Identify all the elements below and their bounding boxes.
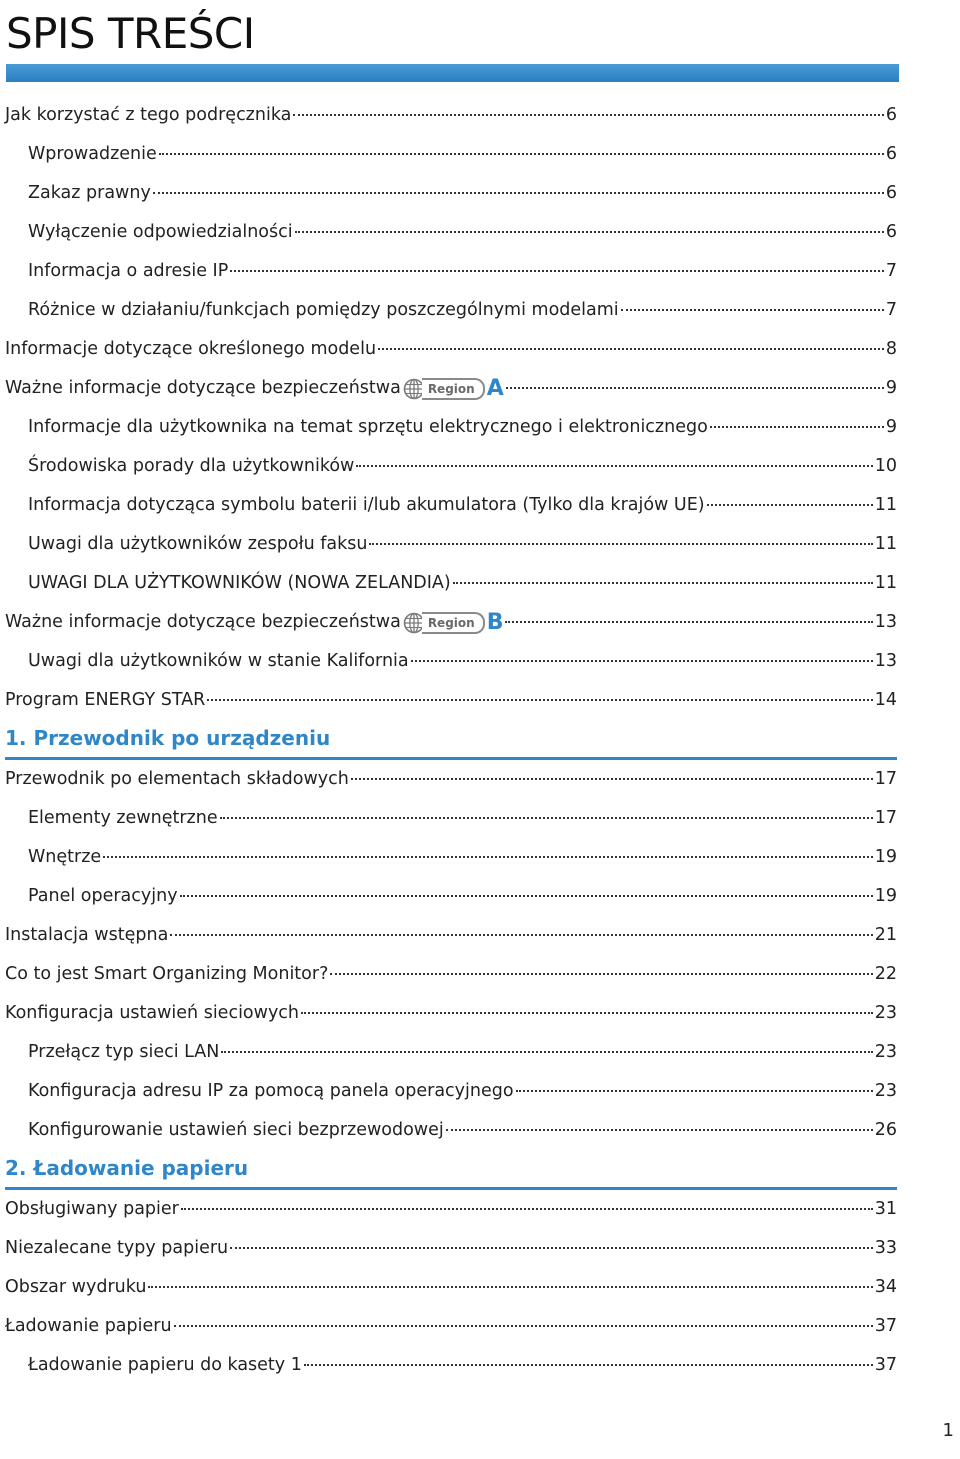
toc-entry-text: Ładowanie papieru do kasety 1	[28, 1355, 302, 1375]
toc-entry-text: Ładowanie papieru	[5, 1316, 172, 1336]
dot-leader	[295, 231, 884, 233]
toc-entry-label	[5, 330, 376, 369]
dot-leader	[369, 543, 872, 545]
toc-entry-label	[5, 916, 168, 955]
toc-page-number: 9	[885, 417, 897, 437]
toc-page-number: 11	[874, 495, 897, 515]
dot-leader	[710, 426, 884, 428]
dot-leader	[159, 153, 884, 155]
toc-entry-label	[28, 1346, 302, 1385]
toc-page-number: 6	[885, 144, 897, 164]
toc-entry-text: Instalacja wstępna	[5, 925, 169, 945]
toc-page-number: 37	[874, 1355, 897, 1375]
toc-page-number: 8	[885, 339, 897, 359]
dot-leader	[153, 192, 884, 194]
toc-page-number: 17	[874, 769, 897, 789]
dot-leader	[505, 621, 872, 623]
dot-leader	[707, 504, 873, 506]
toc-entry-text: Informacje dla użytkownika na temat sprzętu elektrycznego i elektronicznego	[28, 417, 708, 437]
toc-entry-label	[5, 1190, 179, 1229]
toc-entry-text: Panel operacyjny	[28, 886, 178, 906]
toc-page-number: 23	[874, 1081, 897, 1101]
toc-page-number: 14	[874, 690, 897, 710]
toc-entry-label	[28, 838, 101, 877]
toc-entry[interactable]	[28, 291, 897, 330]
toc-page-number: 23	[874, 1042, 897, 1062]
toc-page-number: 26	[874, 1120, 897, 1140]
toc-page-number: 11	[874, 573, 897, 593]
toc-entry[interactable]	[5, 96, 897, 135]
toc-entry-text: Obsługiwany papier	[5, 1199, 179, 1219]
dot-leader	[220, 817, 873, 819]
toc-entry[interactable]	[28, 799, 897, 838]
toc-page-number: 7	[885, 261, 897, 281]
toc-entry-label	[5, 681, 205, 720]
dot-leader	[446, 1129, 873, 1131]
toc-entry-label	[28, 252, 228, 291]
toc-entry-label	[5, 603, 503, 642]
toc-entry-label	[5, 96, 291, 135]
toc-entry-text: Uwagi dla użytkowników w stanie Kalifornia	[28, 651, 409, 671]
toc-page-number: 31	[874, 1199, 897, 1219]
region-label: Region	[422, 612, 485, 634]
toc-entry-label	[5, 760, 349, 799]
chapter-heading	[5, 1150, 897, 1190]
dot-leader	[411, 660, 873, 662]
region-letter: A	[486, 376, 504, 401]
toc-entry-text: Konfiguracja ustawień sieciowych	[5, 1003, 300, 1023]
toc-entry[interactable]	[5, 1229, 897, 1268]
toc-entry-label	[28, 447, 354, 486]
dot-leader	[351, 778, 873, 780]
toc-entry[interactable]	[28, 408, 897, 447]
toc-page-number: 6	[885, 105, 897, 125]
chapter-heading	[5, 720, 897, 760]
toc-entry-label	[28, 877, 178, 916]
toc-entry[interactable]	[28, 1072, 897, 1111]
page-number: 1	[942, 1420, 954, 1441]
toc-page-number: 34	[874, 1277, 897, 1297]
toc-entry-text: Ważne informacje dotyczące bezpieczeństwa	[5, 378, 401, 398]
toc-entry[interactable]	[28, 135, 897, 174]
toc-page-number: 17	[874, 808, 897, 828]
toc-entry-text: UWAGI DLA UŻYTKOWNIKÓW (NOWA ZELANDIA)	[28, 573, 451, 593]
toc-entry-text: Jak korzystać z tego podręcznika	[5, 105, 292, 125]
dot-leader	[453, 582, 873, 584]
dot-leader	[103, 856, 873, 858]
region-letter: B	[486, 610, 504, 635]
toc-page-number: 19	[874, 886, 897, 906]
toc-entry-text: Informacja o adresie IP	[28, 261, 229, 281]
dot-leader	[148, 1286, 872, 1288]
toc-entry[interactable]	[28, 447, 897, 486]
toc-page-number: 6	[885, 222, 897, 242]
toc-entry-label	[28, 408, 708, 447]
toc-entry-label	[28, 291, 619, 330]
toc-entry-text: Program ENERGY STAR	[5, 690, 206, 710]
dot-leader	[174, 1325, 873, 1327]
toc-entry-text: Uwagi dla użytkowników zespołu faksu	[28, 534, 368, 554]
toc-entry-label	[28, 174, 151, 213]
dot-leader	[304, 1364, 873, 1366]
toc-entry[interactable]	[5, 1190, 897, 1229]
toc-entry[interactable]	[28, 1033, 897, 1072]
toc-entry[interactable]	[28, 525, 897, 564]
dot-leader	[180, 895, 873, 897]
toc-entry-label	[5, 994, 299, 1033]
toc-entry-text: Elementy zewnętrzne	[28, 808, 218, 828]
table-of-contents	[0, 96, 900, 1385]
toc-page-number: 37	[874, 1316, 897, 1336]
toc-entry[interactable]	[28, 642, 897, 681]
toc-entry[interactable]	[28, 486, 897, 525]
chapter-title: 2. Ładowanie papieru	[5, 1156, 249, 1180]
toc-entry-text: Wnętrze	[28, 847, 102, 867]
dot-leader	[621, 309, 884, 311]
dot-leader	[356, 465, 872, 467]
toc-entry-text: Przełącz typ sieci LAN	[28, 1042, 220, 1062]
toc-entry-text: Ważne informacje dotyczące bezpieczeństwa	[5, 612, 401, 632]
toc-entry-label	[28, 799, 218, 838]
toc-entry-text: Wprowadzenie	[28, 144, 157, 164]
toc-entry-label	[28, 486, 705, 525]
dot-leader	[516, 1090, 873, 1092]
toc-entry[interactable]	[28, 1111, 897, 1150]
toc-page-number: 23	[874, 1003, 897, 1023]
dot-leader	[207, 699, 872, 701]
toc-entry[interactable]	[5, 603, 897, 642]
toc-page-number: 19	[874, 847, 897, 867]
toc-entry-label	[28, 1072, 514, 1111]
page-title: SPIS TREŚCI	[6, 9, 255, 58]
toc-entry-text: Konfigurowanie ustawień sieci bezprzewodowej	[28, 1120, 444, 1140]
toc-entry-label	[28, 213, 293, 252]
toc-entry[interactable]	[5, 1268, 897, 1307]
toc-page-number: 22	[874, 964, 897, 984]
toc-page-number: 10	[874, 456, 897, 476]
toc-page-number: 33	[874, 1238, 897, 1258]
toc-entry[interactable]	[28, 213, 897, 252]
toc-entry-label	[5, 369, 504, 408]
toc-entry-text: Środowiska porady dla użytkowników	[28, 456, 355, 476]
toc-entry[interactable]	[5, 1307, 897, 1346]
toc-page-number: 21	[874, 925, 897, 945]
toc-entry-label	[5, 955, 328, 994]
toc-entry[interactable]	[28, 1346, 897, 1385]
toc-entry-text: Informacja dotycząca symbolu baterii i/lub akumulatora (Tylko dla krajów UE)	[28, 495, 705, 515]
toc-entry-label	[5, 1229, 228, 1268]
toc-entry-label	[28, 1111, 444, 1150]
toc-entry[interactable]	[28, 838, 897, 877]
toc-entry-text: Przewodnik po elementach składowych	[5, 769, 349, 789]
toc-entry[interactable]	[5, 369, 897, 408]
toc-entry-label	[5, 1268, 146, 1307]
toc-entry[interactable]	[5, 330, 897, 369]
dot-leader	[378, 348, 884, 350]
toc-entry-text: Obszar wydruku	[5, 1277, 147, 1297]
toc-entry-text: Wyłączenie odpowiedzialności	[28, 222, 293, 242]
region-label: Region	[422, 378, 485, 400]
toc-entry[interactable]	[5, 681, 897, 720]
toc-entry[interactable]	[5, 955, 897, 994]
toc-page-number: 13	[874, 612, 897, 632]
toc-entry-text: Niezalecane typy papieru	[5, 1238, 229, 1258]
toc-entry-text: Różnice w działaniu/funkcjach pomiędzy poszczególnymi modelami	[28, 300, 619, 320]
toc-entry-text: Zakaz prawny	[28, 183, 151, 203]
region-badge	[403, 378, 504, 400]
toc-entry[interactable]	[5, 760, 897, 799]
toc-entry[interactable]	[28, 252, 897, 291]
toc-page-number: 11	[874, 534, 897, 554]
dot-leader	[230, 270, 884, 272]
toc-entry-label	[5, 1307, 172, 1346]
toc-entry[interactable]	[28, 564, 897, 603]
dot-leader	[181, 1208, 873, 1210]
toc-entry[interactable]	[28, 174, 897, 213]
toc-entry-label	[28, 642, 409, 681]
dot-leader	[230, 1247, 873, 1249]
toc-entry-text: Informacje dotyczące określonego modelu	[5, 339, 377, 359]
toc-entry-text: Konfiguracja adresu IP za pomocą panela operacyjnego	[28, 1081, 514, 1101]
toc-page-number: 9	[885, 378, 897, 398]
dot-leader	[170, 934, 872, 936]
chapter-title: 1. Przewodnik po urządzeniu	[5, 726, 331, 750]
toc-page-number: 7	[885, 300, 897, 320]
toc-entry[interactable]	[28, 877, 897, 916]
toc-entry-label	[28, 564, 451, 603]
dot-leader	[221, 1051, 872, 1053]
toc-entry-label	[28, 1033, 219, 1072]
toc-entry-text: Co to jest Smart Organizing Monitor?	[5, 964, 329, 984]
dot-leader	[330, 973, 872, 975]
dot-leader	[301, 1012, 873, 1014]
toc-page-number: 13	[874, 651, 897, 671]
toc-entry[interactable]	[5, 916, 897, 955]
title-underline-bar	[6, 64, 899, 82]
dot-leader	[293, 114, 883, 116]
region-badge	[403, 612, 504, 634]
toc-entry-label	[28, 525, 367, 564]
toc-entry[interactable]	[5, 994, 897, 1033]
dot-leader	[506, 387, 884, 389]
toc-entry-label	[28, 135, 157, 174]
toc-page-number: 6	[885, 183, 897, 203]
